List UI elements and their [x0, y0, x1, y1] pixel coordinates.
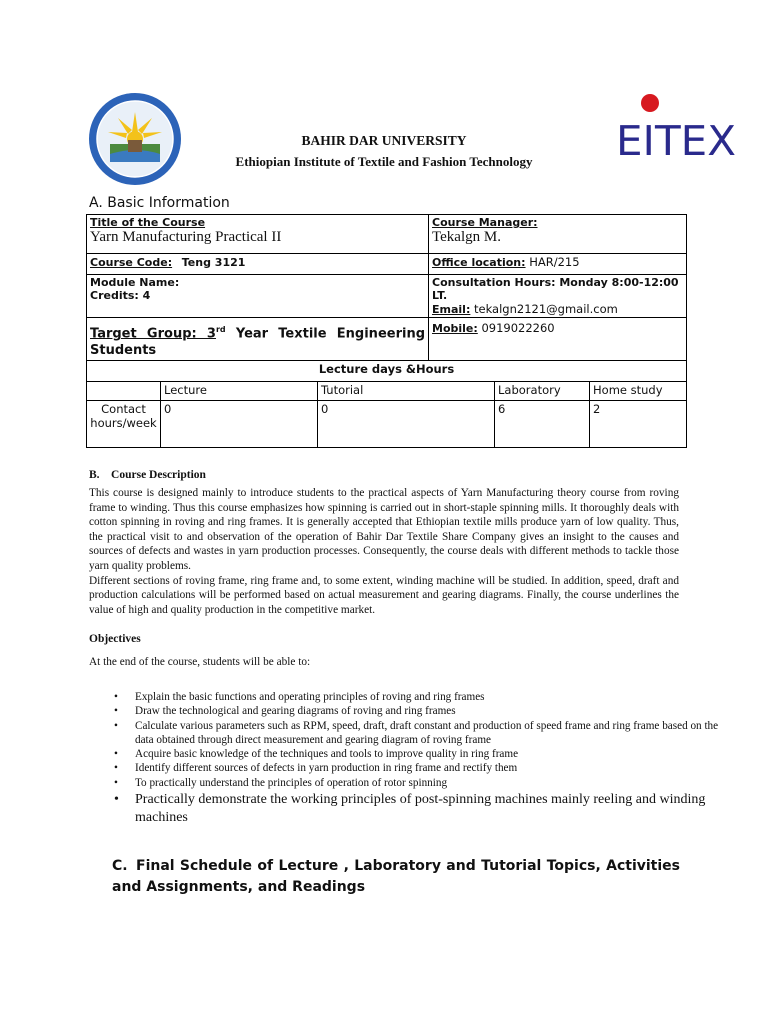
table-row — [87, 215, 687, 254]
email-label: Email: — [432, 303, 471, 316]
target-group-cell — [87, 318, 429, 361]
email-value[interactable]: tekalgn2121@gmail.com — [474, 302, 618, 316]
hours-header-home-study: Home study — [590, 382, 687, 401]
hours-laboratory-value: 6 — [495, 401, 590, 448]
hours-header-lecture: Lecture — [161, 382, 318, 401]
contact-hours-label: Contact hours/week — [87, 401, 161, 448]
list-item: • Acquire basic knowledge of the techniques and tools to improve quality in ring frame — [135, 747, 727, 761]
course-code-value: Teng 3121 — [181, 256, 246, 269]
office-location-cell — [429, 254, 687, 275]
description-paragraph-1: This course is designed mainly to introduce students to the practical aspects of Yarn Manufacturing theory course from roving frame to winding. Thus this course emphasizes how spinning is carried out in short-staple spinning mills. It thoroughly deals with cotton spinning in roving and ring frames. It is generally accepted that Ethiopian textile mills produce yarn of low quality. Thus, the practical visit to and observation of the operation of Bahir Dar Textile Share Company gives an insight to the causes and sources of defects and wastes in yarn production processes. Consequently, the course deals with different methods to tackle those yarn quality problems. — [89, 487, 679, 572]
hours-home-study-value: 2 — [590, 401, 687, 448]
table-row — [87, 275, 687, 318]
table-row — [87, 401, 687, 448]
list-item: • Explain the basic functions and operating principles of roving and ring frames — [135, 690, 727, 704]
course-manager-value: Tekalgn M. — [432, 229, 501, 245]
office-location-value: HAR/215 — [529, 255, 580, 269]
consultation-email-cell — [429, 275, 687, 318]
mobile-value: 0919022260 — [481, 321, 555, 335]
section-a-heading: A. Basic Information — [89, 195, 230, 211]
target-group-sup: rd — [215, 325, 226, 334]
objectives-heading: Objectives — [89, 633, 141, 645]
course-manager-label: Course Manager: — [432, 216, 538, 229]
course-code-label: Course Code: — [90, 256, 173, 269]
hours-header-tutorial: Tutorial — [318, 382, 495, 401]
table-row — [87, 382, 687, 401]
university-name: BAHIR DAR UNIVERSITY — [301, 133, 467, 148]
module-credits-cell — [87, 275, 429, 318]
course-title-label: Title of the Course — [90, 216, 206, 229]
list-item: • To practically understand the principles of operation of rotor spinning — [135, 776, 727, 790]
target-group-value: Year Textile Engineering Students — [90, 326, 426, 359]
institute-name: Ethiopian Institute of Textile and Fashion Technology — [235, 154, 533, 169]
list-item: • Practically demonstrate the working principles of post-spinning machines mainly reeling and winding machines — [135, 791, 727, 826]
consultation-hours: Consultation Hours: Monday 8:00-12:00 LT. — [432, 276, 679, 302]
table-row — [87, 318, 687, 361]
hours-tutorial-value: 0 — [318, 401, 495, 448]
credits-label: Credits: 4 — [90, 289, 151, 302]
target-group-label: Target Group: 3 — [90, 326, 216, 342]
section-c-heading — [112, 856, 680, 898]
section-b-heading: B. Course Description — [89, 469, 206, 481]
table-row — [87, 254, 687, 275]
hours-header-empty — [87, 382, 161, 401]
course-code-cell — [87, 254, 429, 275]
list-item: • Draw the technological and gearing diagrams of roving and ring frames — [135, 704, 727, 718]
hours-lecture-value: 0 — [161, 401, 318, 448]
office-location-label: Office location: — [432, 256, 526, 269]
objectives-list — [89, 690, 727, 826]
table-row — [87, 361, 687, 382]
course-description — [89, 486, 679, 617]
section-c-number: C. — [112, 858, 128, 874]
course-manager-cell — [429, 215, 687, 254]
objectives-intro: At the end of the course, students will be able to: — [89, 656, 311, 668]
list-item: • Identify different sources of defects in yarn production in ring frame and rectify them — [135, 761, 727, 775]
hours-header-laboratory: Laboratory — [495, 382, 590, 401]
module-name-label: Module Name: — [90, 276, 180, 289]
description-paragraph-2: Different sections of roving frame, ring frame and, to some extent, winding machine will be studied. In addition, speed, draft and production calculations will be performed based on actual measurement and gearing diagrams. Finally, the course underlines the value of high and quality production in the competitive market. — [89, 574, 679, 616]
lecture-days-header: Lecture days &Hours — [87, 361, 687, 382]
course-title-cell — [87, 215, 429, 254]
mobile-label: Mobile: — [432, 322, 478, 335]
svg-text:EITEX: EITEX — [616, 117, 736, 162]
eitex-logo — [614, 92, 740, 162]
section-c-title: Final Schedule of Lecture , Laboratory and Tutorial Topics, Activities and Assignments, and Readings — [112, 858, 680, 895]
course-title-value: Yarn Manufacturing Practical II — [90, 229, 282, 245]
basic-information-table — [86, 214, 687, 448]
list-item: • Calculate various parameters such as RPM, speed, draft, draft constant and production of speed frame and ring frame based on the data obtained through direct measurement and gearing diagram of roving frame — [135, 719, 727, 748]
mobile-cell — [429, 318, 687, 361]
